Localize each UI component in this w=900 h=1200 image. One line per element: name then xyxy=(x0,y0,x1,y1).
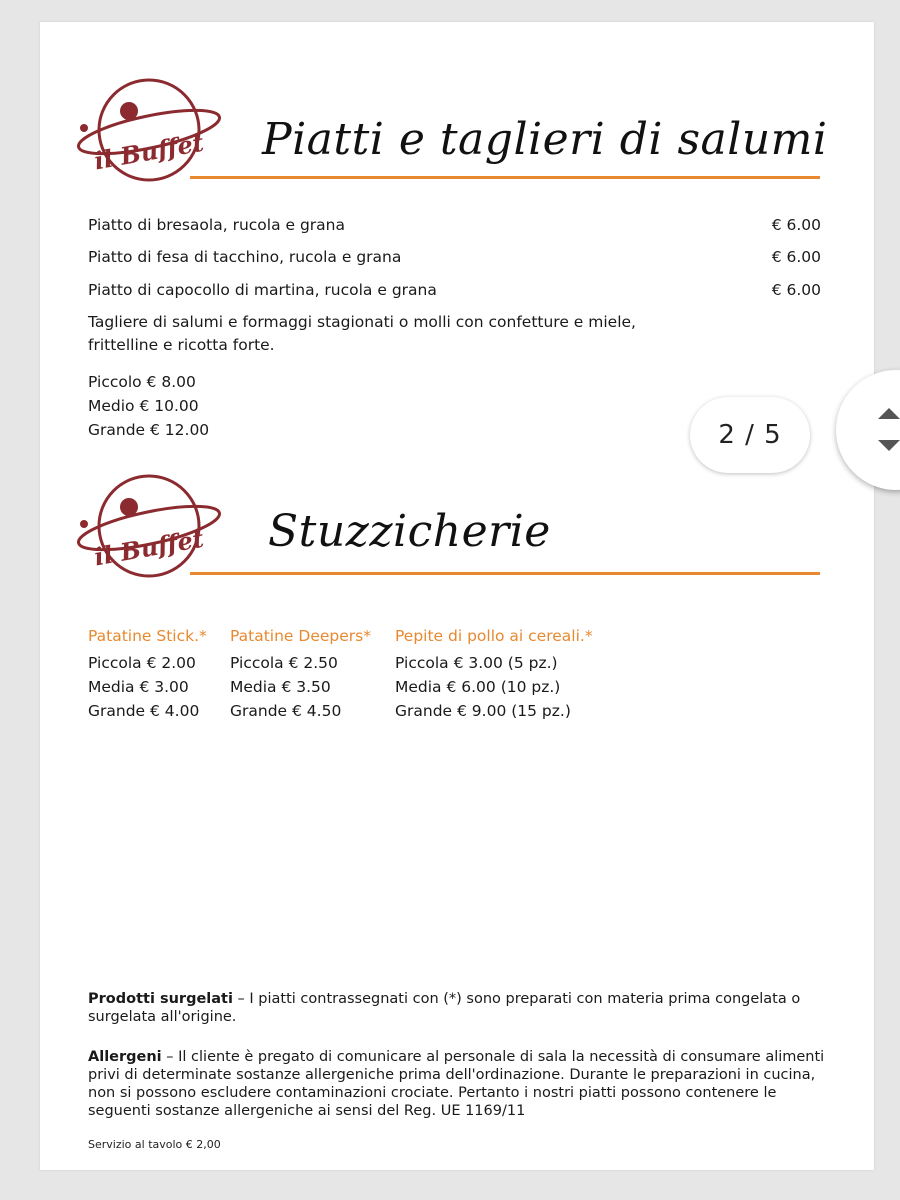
stuzzicheria-column: Patatine Stick.* Piccola € 2.00 Media € 3.00 Grande € 4.00 xyxy=(88,624,207,723)
stuzzicheria-column: Pepite di pollo ai cereali.* Piccola € 3.00 (5 pz.) Media € 6.00 (10 pz.) Grande € 9.00 (15 pz.) xyxy=(395,624,593,723)
tagliere-description: Tagliere di salumi e formaggi stagionati o molli con confetture e miele, frittelline e ricotta forte. xyxy=(88,313,636,354)
item-price: € 6.00 xyxy=(771,216,821,234)
column-head: Patatine Deepers* xyxy=(230,627,371,645)
column-head: Pepite di pollo ai cereali.* xyxy=(395,627,593,645)
menu-item xyxy=(88,216,821,234)
surgelati-note: Prodotti surgelati – I piatti contrassegnati con (*) sono preparati con materia prima congelata o surgelata all'origine. xyxy=(88,991,801,1025)
section-title-salumi: Piatti e taglieri di salumi xyxy=(262,114,828,165)
menu-item xyxy=(88,248,821,266)
item-name: Piatto di bresaola, rucola e grana xyxy=(88,216,345,234)
il-buffet-logo xyxy=(74,76,224,186)
servizio-note: Servizio al tavolo € 2,00 xyxy=(88,1138,221,1151)
tagliere-sizes xyxy=(88,370,209,442)
size-medio: Medio € 10.00 xyxy=(88,397,199,415)
page-indicator: 2 / 5 xyxy=(690,397,810,473)
column-head: Patatine Stick.* xyxy=(88,627,207,645)
allergeni-note: Allergeni – Il cliente è pregato di comunicare al personale di sala la necessità di consumare alimenti privi di determinate sostanze allergeniche prima dell'ordinazione. Durante le preparazioni in cucina, non si possono escludere contaminazioni crociate. Pertanto i nostri piatti possono contenere le seguenti sostanze allergeniche ai sensi del Reg. UE 1169/11 xyxy=(88,1049,825,1119)
size-piccolo: Piccolo € 8.00 xyxy=(88,373,196,391)
svg-text:il Buffet: il Buffet xyxy=(91,127,206,176)
chevron-down-icon[interactable] xyxy=(878,440,900,451)
size-grande: Grande € 12.00 xyxy=(88,421,210,439)
svg-text:il Buffet: il Buffet xyxy=(91,523,206,572)
item-price: € 6.00 xyxy=(771,281,821,299)
menu-item xyxy=(88,281,821,299)
item-name: Piatto di fesa di tacchino, rucola e grana xyxy=(88,248,402,266)
surgelati-label: Prodotti surgelati xyxy=(88,991,233,1007)
allergeni-label: Allergeni xyxy=(88,1049,162,1065)
title-underline xyxy=(190,572,820,575)
stuzzicheria-column: Patatine Deepers* Piccola € 2.50 Media € 3.50 Grande € 4.50 xyxy=(230,624,371,723)
section-title-stuzzicherie: Stuzzicherie xyxy=(268,506,551,557)
title-underline xyxy=(190,176,820,179)
menu-page xyxy=(40,22,874,1170)
chevron-up-icon[interactable] xyxy=(878,408,900,419)
item-price: € 6.00 xyxy=(771,248,821,266)
il-buffet-logo xyxy=(74,472,224,582)
item-name: Piatto di capocollo di martina, rucola e grana xyxy=(88,281,437,299)
